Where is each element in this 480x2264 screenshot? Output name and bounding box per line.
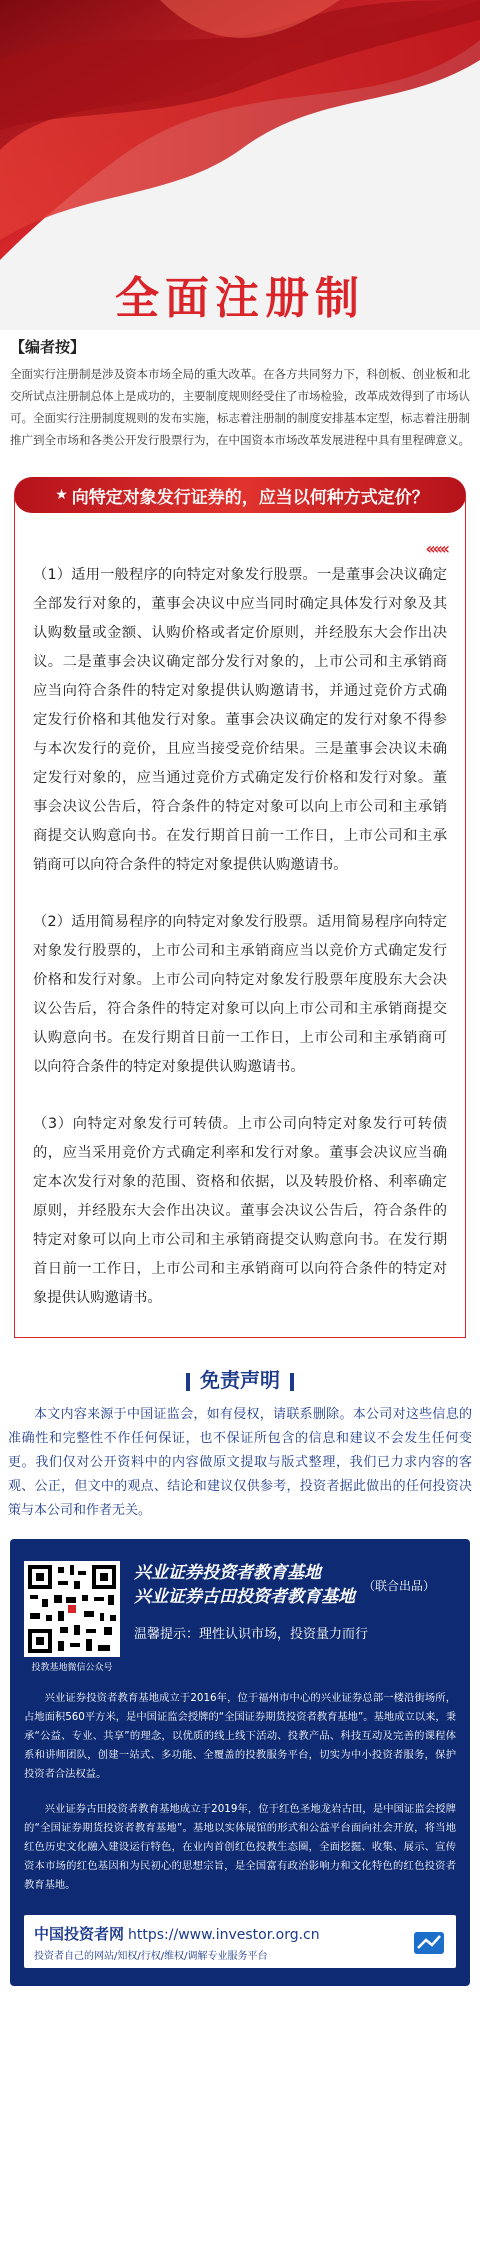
org-description-2: 兴业证券古田投资者教育基地成立于2019年，位于红色圣地龙岩古田，是中国证监会授牌的“全国证券期货投资者教育基地”。基地以实体展馆的形式和公益平台面向社会开放，将当地红色历史文化融入建设运行特色，在业内首创红色投教生态圈，全面挖掘、收集、展示、宣传资本市场的红色基因和为民初心的思想宗旨，是全国富有政治影响力和文化特色的红色投资者教育基地。 <box>24 1803 456 1891</box>
divider-bar <box>186 1373 190 1391</box>
page-title: 全面注册制 <box>115 273 365 324</box>
site-url[interactable]: https://www.investor.org.cn <box>128 1927 320 1943</box>
editor-note <box>0 330 480 451</box>
disclaimer-text: 本文内容来源于中国证监会，如有侵权，请联系删除。本公司对这些信息的准确性和完整性不作任何保证，也不保证所包含的信息和建议不会发生任何变更。我们仅对公开资料中的内容做原文提取与版式整理，我们已力求内容的客观、公正，但文中的观点、结论和建议仅供参考，投资者据此做出的任何投资决策与本公司和作者无关。 <box>8 1407 472 1518</box>
qr-caption: 投教基地微信公众号 <box>31 1663 113 1673</box>
chevrons-icon: ‹‹‹‹‹‹ <box>425 539 447 558</box>
site-logo-icon <box>412 1926 446 1960</box>
qr-code[interactable] <box>24 1561 120 1673</box>
hero-banner <box>0 0 480 330</box>
disclaimer-title: 免责声明 <box>200 1368 280 1392</box>
joint-label: （联合出品） <box>363 1578 436 1593</box>
disclaimer-heading <box>0 1364 480 1393</box>
divider-bar <box>290 1373 294 1391</box>
org-name-2: 兴业证券古田投资者教育基地 <box>134 1587 355 1607</box>
site-name: 中国投资者网 <box>34 1925 125 1943</box>
question-text: 向特定对象发行证券的，应当以何种方式定价？ <box>71 487 429 508</box>
footer-card <box>10 1539 470 1986</box>
site-slogan: 投资者自己的网站/知权/行权/维权/调解专业服务平台 <box>34 1951 268 1962</box>
answer-panel <box>14 495 466 1338</box>
org-description-1: 兴业证券投资者教育基地成立于2016年，位于福州市中心的兴业证券总部一楼沿街场所，占地面积560平方米，是中国证监会授牌的“全国证券期货投资者教育基地”。基地成立以来，秉承“公益、专业、共享”的理念，以优质的线上线下活动、投教产品、科技互动及完善的课程体系和讲师团队，创建一站式、多功能、全覆盖的投教服务平台，切实为中小投资者服务，保护投资者合法权益。 <box>24 1692 456 1780</box>
star-icon: ★ <box>55 487 68 503</box>
answer-paragraph: （2）适用简易程序的向特定对象发行股票。适用简易程序向特定对象发行股票的，上市公司和主承销商应当以竞价方式确定发行价格和发行对象。上市公司向特定对象发行股票年度股东大会决议公告后，符合条件的特定对象可以向上市公司和主承销商提交认购意向书。在发行期首日前一工作日，上市公司和主承销商可以向符合条件的特定对象提供认购邀请书。 <box>33 914 447 1075</box>
investor-site-link[interactable] <box>24 1915 456 1968</box>
risk-tip: 温馨提示：理性认识市场，投资量力而行 <box>134 1627 369 1642</box>
org-name-1: 兴业证券投资者教育基地 <box>134 1563 321 1583</box>
editor-note-text: 全面实行注册制是涉及资本市场全局的重大改革。在各方共同努力下，科创板、创业板和北交所试点注册制总体上是成功的，主要制度规则经受住了市场检验，改革成效得到了市场认可。全面实行注册制度规则的发布实施，标志着注册制的制度安排基本定型，标志着注册制推广到全市场和各类公开发行股票行为，在中国资本市场改革发展进程中具有里程碑意义。 <box>10 367 470 447</box>
answer-paragraph: （1）适用一般程序的向特定对象发行股票。一是董事会决议确定全部发行对象的，董事会决议中应当同时确定具体发行对象及其认购数量或金额、认购价格或者定价原则，并经股东大会作出决议。二是董事会决议确定部分发行对象的，上市公司和主承销商应当向符合条件的特定对象提供认购邀请书，并通过竞价方式确定发行价格和其他发行对象。董事会决议确定的发行对象不得参与本次发行的竞价，且应当接受竞价结果。三是董事会决议未确定发行对象的，应当通过竞价方式确定发行价格和发行对象。董事会决议公告后，符合条件的特定对象可以向上市公司和主承销商提交认购意向书。在发行期首日前一工作日，上市公司和主承销商可以向符合条件的特定对象提供认购邀请书。 <box>33 567 447 873</box>
answer-paragraph: （3）向特定对象发行可转债。上市公司向特定对象发行可转债的，应当采用竞价方式确定利率和发行对象。董事会决议应当确定本次发行对象的范围、资格和依据，以及转股价格、利率确定原则，并经股东大会作出决议。董事会决议公告后，符合条件的特定对象可以向上市公司和主承销商提交认购意向书。在发行期首日前一工作日，上市公司和主承销商可以向符合条件的特定对象提供认购邀请书。 <box>33 1116 447 1306</box>
qr-code-icon <box>24 1561 120 1657</box>
editor-note-heading: 【编者按】 <box>10 338 86 356</box>
